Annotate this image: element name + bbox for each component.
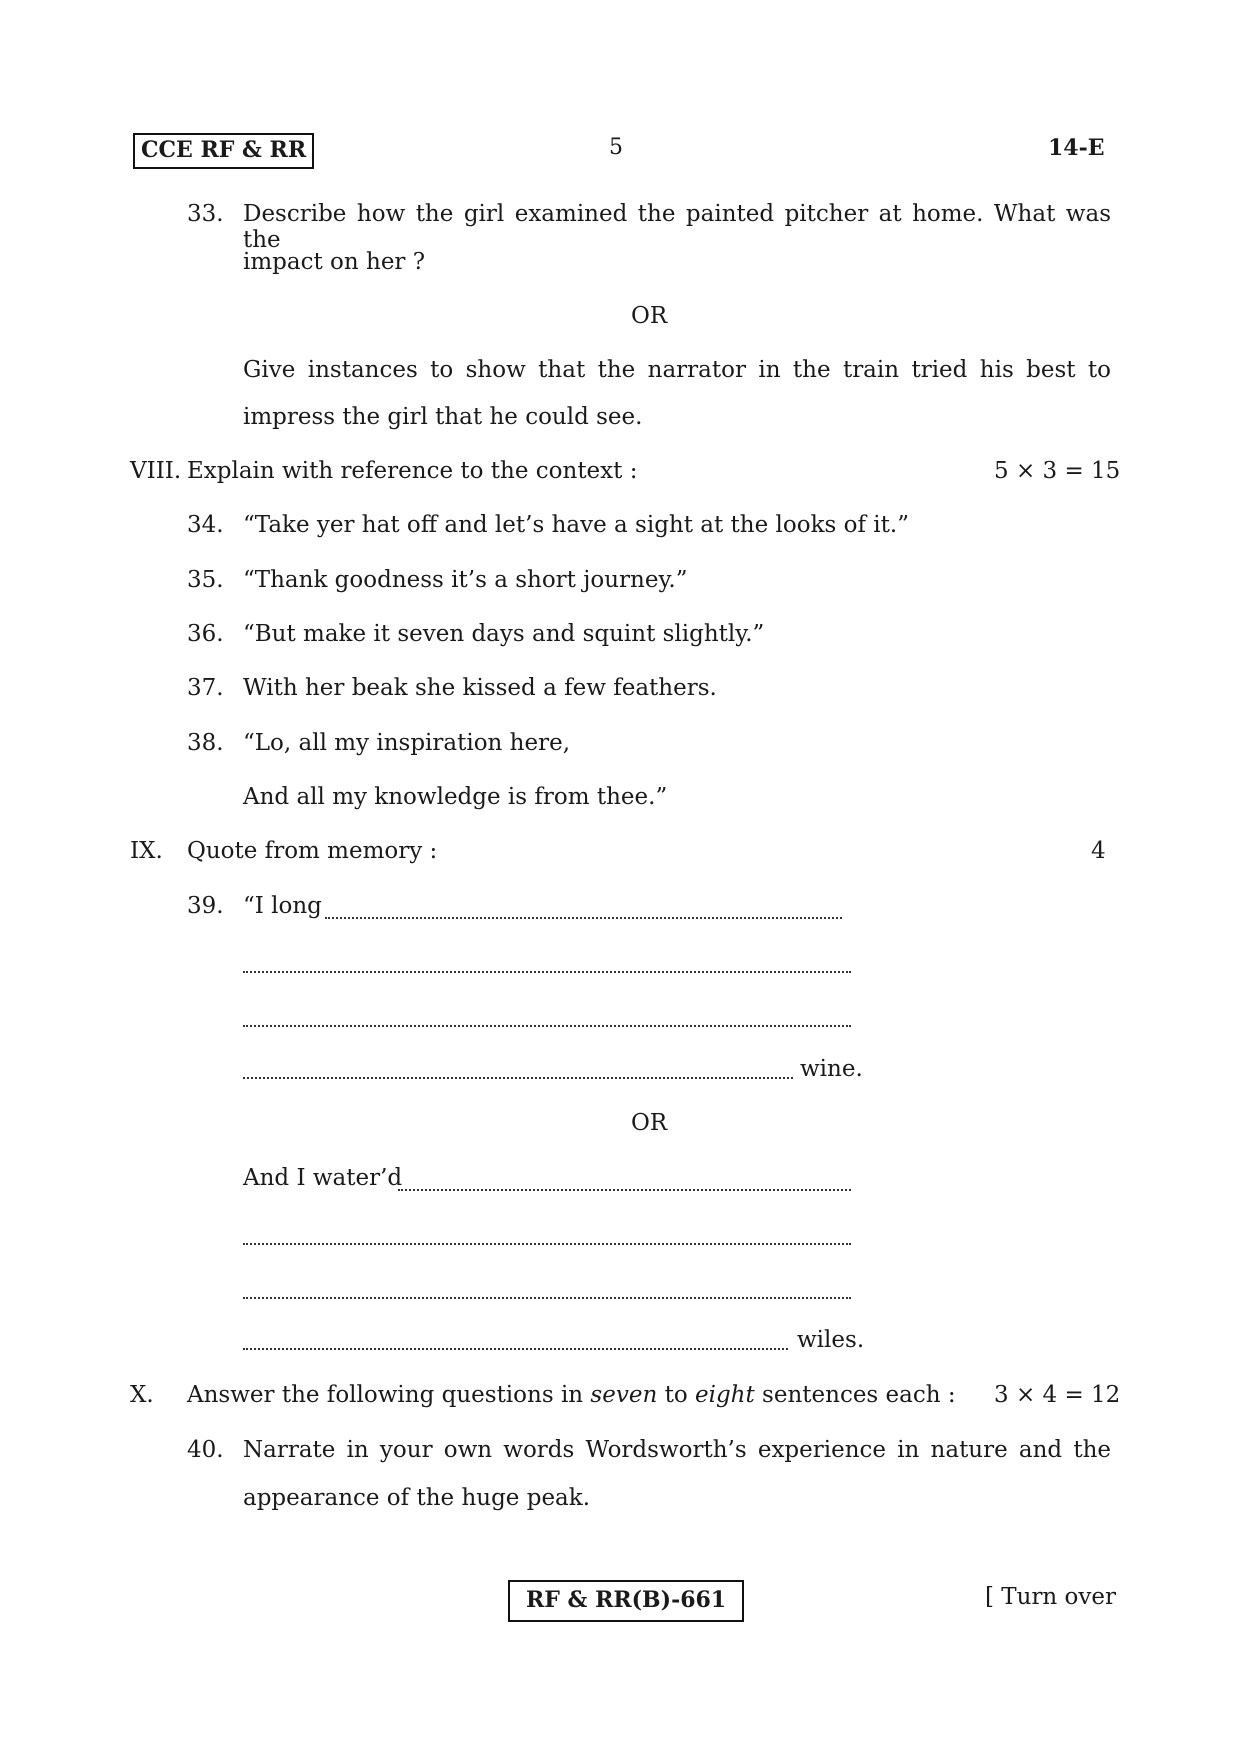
question-text: “Lo, all my inspiration here, [243, 730, 571, 756]
dotted-line [325, 917, 842, 919]
paper-code: 14-E [1048, 135, 1105, 161]
section-numeral: IX. [130, 838, 163, 864]
section-title: Answer the following questions in seven to eight sentences each : [187, 1382, 956, 1408]
dotted-line [243, 1297, 851, 1299]
dotted-line [243, 1025, 851, 1027]
question-number: 35. [187, 567, 224, 593]
question-number: 36. [187, 621, 224, 647]
question-number: 39. [187, 893, 224, 919]
header-code-box: CCE RF & RR [133, 133, 314, 169]
quote-end: wiles. [797, 1327, 865, 1353]
dotted-line [243, 1348, 788, 1350]
quote-start: “I long [243, 893, 322, 919]
question-text: “But make it seven days and squint slightly.” [243, 621, 765, 647]
dotted-line [243, 971, 851, 973]
question-text: And all my knowledge is from thee.” [243, 784, 668, 810]
quote-start: And I water’d [243, 1165, 403, 1191]
dotted-line [243, 1243, 851, 1245]
section-numeral: X. [130, 1382, 154, 1408]
q33-alt-line2: impress the girl that he could see. [243, 404, 643, 430]
dotted-line [243, 1077, 793, 1079]
page-number: 5 [609, 135, 623, 160]
section-marks: 5 × 3 = 15 [994, 458, 1121, 484]
section-marks: 3 × 4 = 12 [994, 1382, 1121, 1408]
question-text: “Take yer hat off and let’s have a sight at the looks of it.” [243, 512, 909, 538]
or-divider: OR [631, 1110, 668, 1136]
q33-line1: Describe how the girl examined the painted pitcher at home. What was the [243, 201, 1111, 253]
or-divider: OR [631, 303, 668, 329]
q33-alt-line1: Give instances to show that the narrator in the train tried his best to [243, 357, 1111, 383]
quote-end: wine. [800, 1056, 863, 1082]
question-number: 34. [187, 512, 224, 538]
section-numeral: VIII. [130, 458, 182, 484]
section-title: Quote from memory : [187, 838, 438, 864]
q33-line2: impact on her ? [243, 249, 426, 275]
question-text: “Thank goodness it’s a short journey.” [243, 567, 688, 593]
section-marks: 4 [1091, 838, 1106, 864]
q40-line2: appearance of the huge peak. [243, 1485, 591, 1511]
dotted-line [398, 1189, 851, 1191]
footer-code-box: RF & RR(B)-661 [508, 1580, 744, 1622]
question-number: 37. [187, 675, 224, 701]
turn-over: [ Turn over [985, 1584, 1117, 1610]
q40-line1: Narrate in your own words Wordsworth’s experience in nature and the [243, 1437, 1111, 1463]
question-text: With her beak she kissed a few feathers. [243, 675, 717, 701]
section-title: Explain with reference to the context : [187, 458, 638, 484]
question-number: 38. [187, 730, 224, 756]
question-number: 40. [187, 1437, 224, 1463]
question-number: 33. [187, 201, 224, 227]
